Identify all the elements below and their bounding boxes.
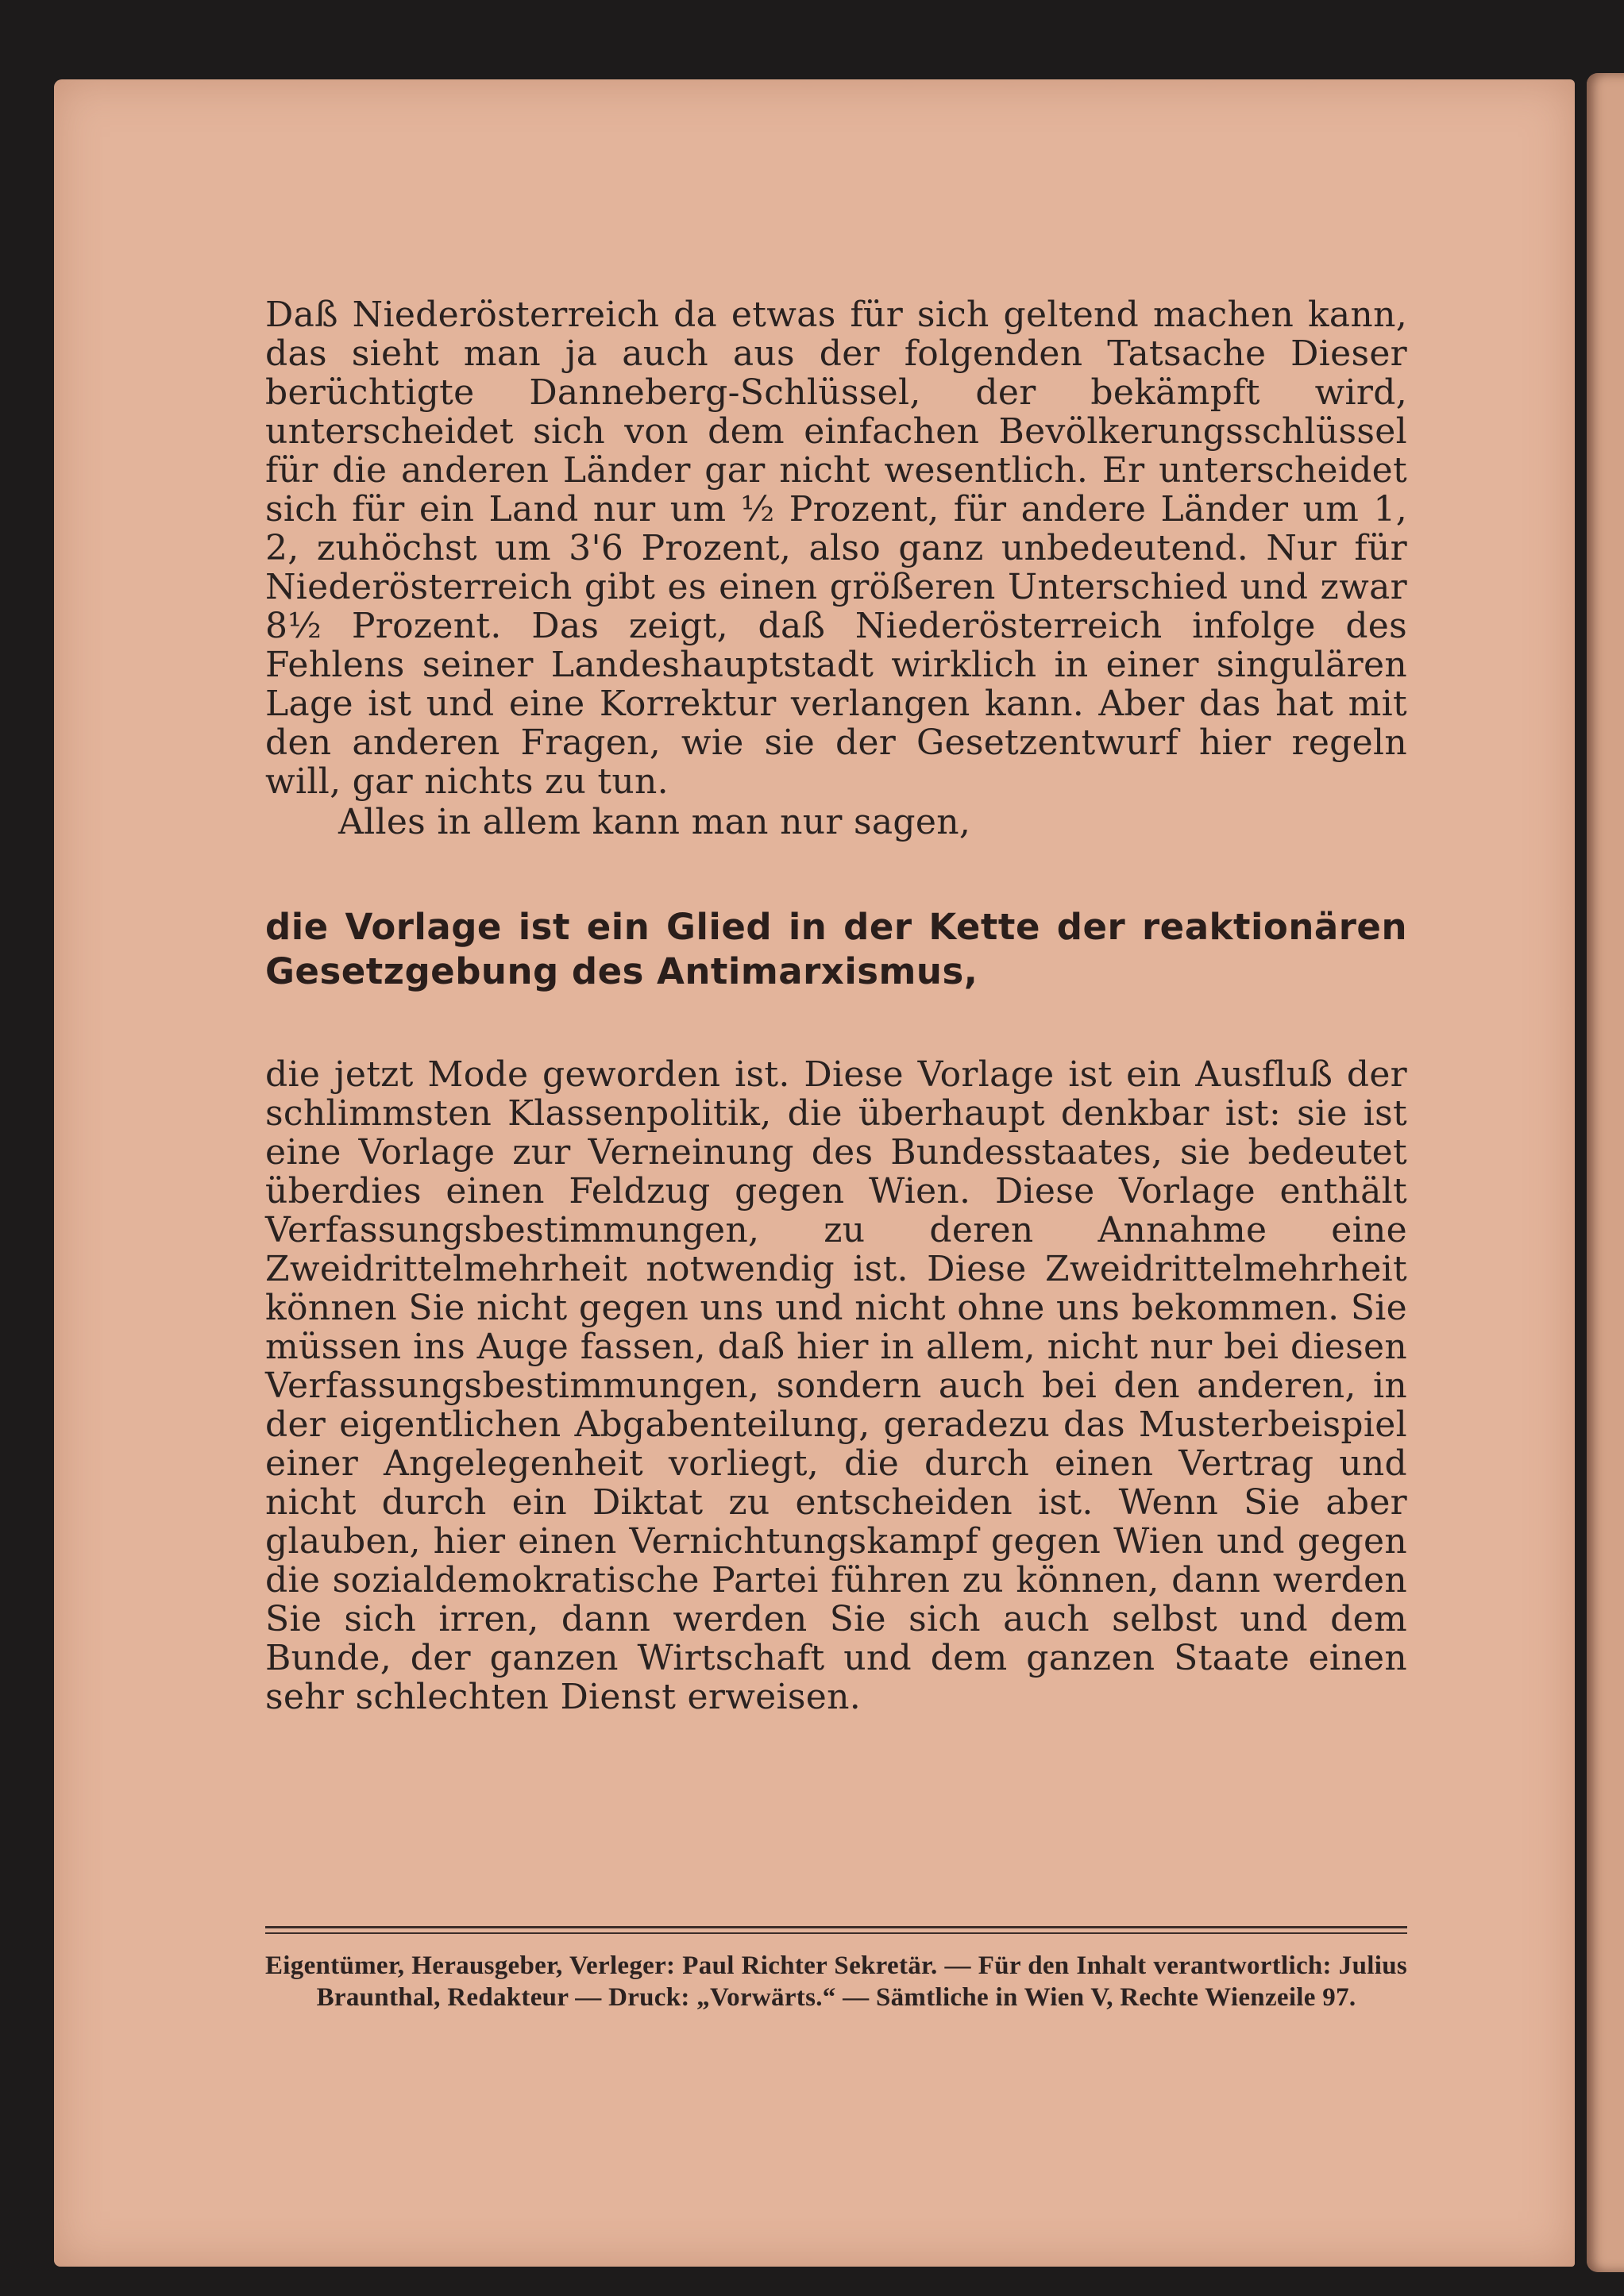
imprint-footer (265, 1926, 1407, 2013)
page-body (265, 295, 1407, 1716)
paragraph-closing-argument: die jetzt Mode geworden ist. Diese Vorlage ist ein Ausfluß der schlimmsten Klassenpolitik, die überhaupt denkbar ist: sie ist eine Vorlage zur Verneinung des Bundesstaates, sie bedeutet überdies einen Feldzug gegen Wien. Diese Vorlage enthält Verfassungsbestimmungen, zu deren Annahme eine Zweidrittelmehrheit notwendig ist. Diese Zweidrittelmehrheit können Sie nicht gegen uns und nicht ohne uns bekommen. Sie müssen ins Auge fassen, daß hier in allem, nicht nur bei diesen Verfassungsbestimmungen, sondern auch bei den anderen, in der eigentlichen Abgabenteilung, geradezu das Musterbeispiel einer Angelegenheit vorliegt, die durch einen Vertrag und nicht durch ein Diktat zu entscheiden ist. Wenn Sie aber glauben, hier einen Vernichtungskampf gegen Wien und gegen die sozialdemokratische Partei führen zu können, dann werden Sie sich irren, dann werden Sie sich auch selbst und dem Bunde, der ganzen Wirtschaft und dem ganzen Staate einen sehr schlechten Dienst erweisen. (265, 1054, 1407, 1717)
footer-rule-top (265, 1926, 1407, 1928)
footer-rule-bottom (265, 1932, 1407, 1934)
paragraph-danneberg-key: Daß Niederösterreich da etwas für sich geltend machen kann, das sieht man ja auch aus der folgenden Tatsache Dieser berüchtigte Danneberg-Schlüssel, der bekämpft wird, unterscheidet sich von dem einfachen Bevölkerungsschlüssel für die anderen Länder gar nicht wesentlich. Er unterscheidet sich für ein Land nur um ½ Prozent, für andere Länder um 1, 2, zuhöchst um 3'6 Prozent, also ganz unbedeutend. Nur für Niederösterreich gibt es einen größeren Unterschied und zwar 8½ Prozent. Das zeigt, daß Niederösterreich infolge des Fehlens seiner Landeshauptstadt wirklich in einer singulären Lage ist und eine Korrektur verlangen kann. Aber das hat mit den anderen Fragen, wie sie der Gesetzentwurf hier regeln will, gar nichts zu tun. (265, 295, 1407, 802)
paragraph-conclusion-intro: Alles in allem kann man nur sagen, (338, 802, 971, 842)
imprint-text: Eigentümer, Herausgeber, Verleger: Paul Richter Sekretär. — Für den Inhalt verantwortlich: Julius Braunthal, Redakteur — Druck: „Vorwärts.“ — Sämtliche in Wien V, Rechte Wienzeile 97. (265, 1951, 1407, 2012)
emphasized-heading: die Vorlage ist ein Glied in der Kette der reaktionären Gesetzgebung des Antimarxismus, (265, 906, 1407, 992)
adjacent-page-edge (1587, 73, 1624, 2272)
